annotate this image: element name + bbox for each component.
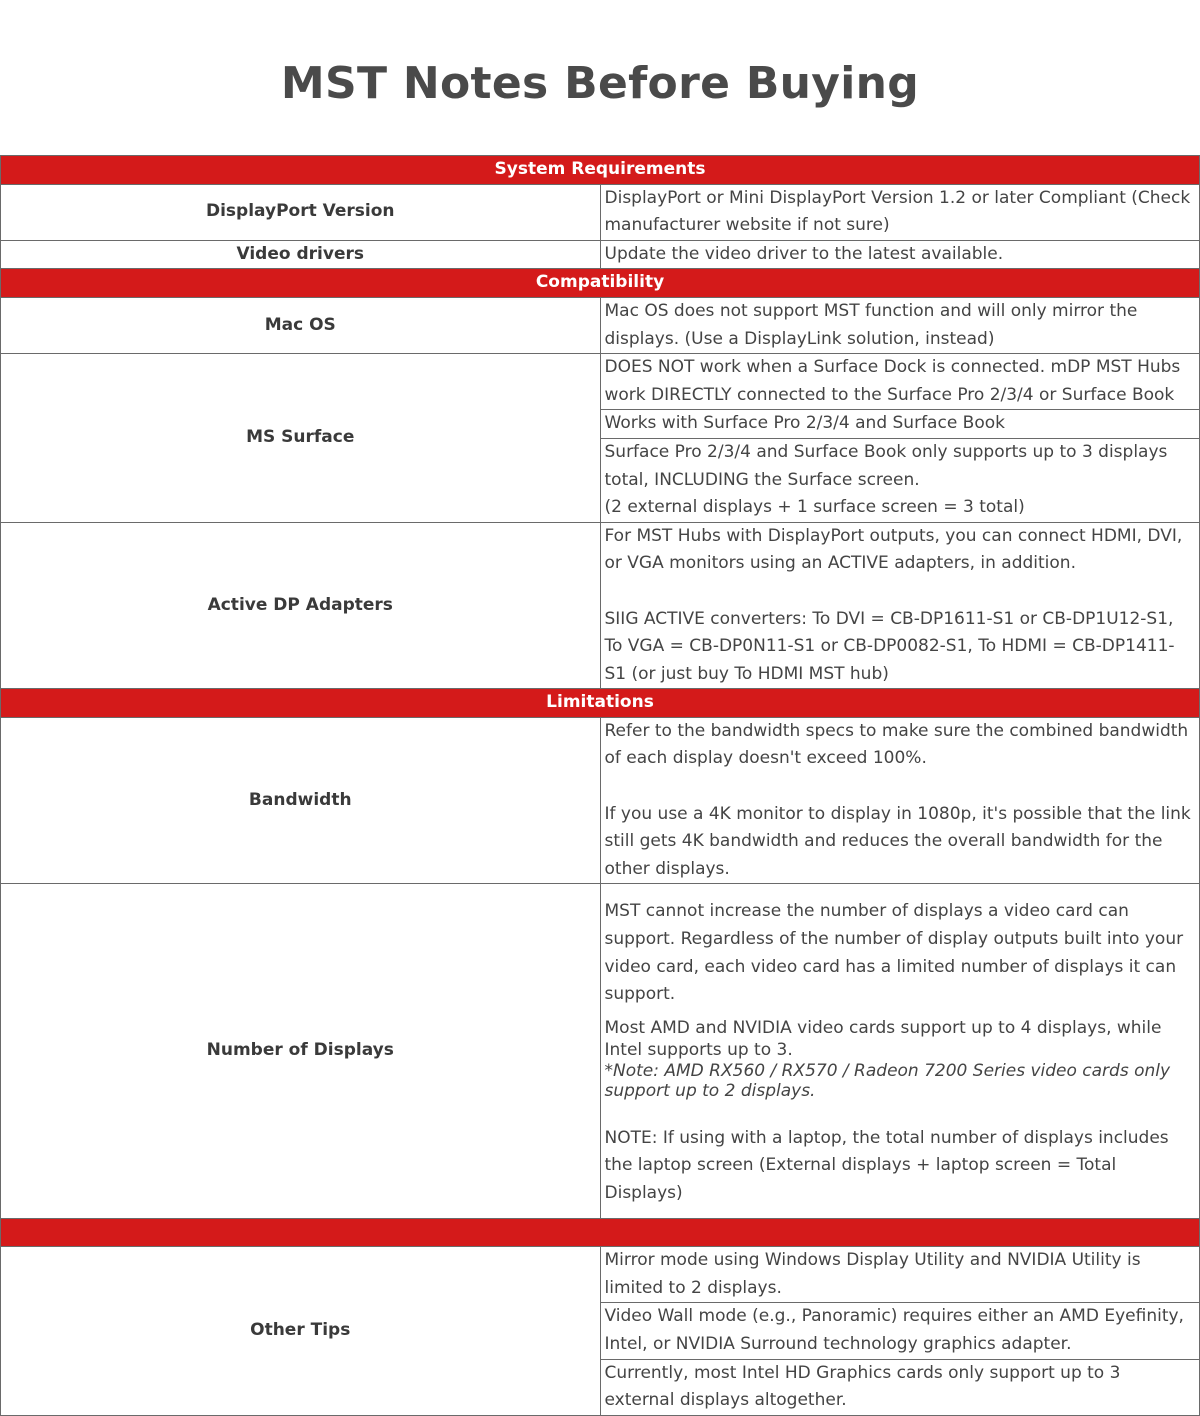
row-text-ms-surface-2: Works with Surface Pro 2/3/4 and Surface Book (600, 410, 1200, 439)
row-text-number-of-displays (600, 884, 1200, 1218)
row-text-mac-os: Mac OS does not support MST function and will only mirror the displays. (Use a DisplayLink solution, instead) (600, 297, 1200, 353)
table-row (1, 184, 1200, 240)
row-text-other-tips-2: Video Wall mode (e.g., Panoramic) requires either an AMD Eyefinity, Intel, or NVIDIA Surround technology graphics adapter. (600, 1303, 1200, 1359)
row-label-displayport-version: DisplayPort Version (1, 184, 601, 240)
row-text-displayport-version: DisplayPort or Mini DisplayPort Version 1.2 or later Compliant (Check manufacturer website if not sure) (600, 184, 1200, 240)
row-label-video-drivers: Video drivers (1, 240, 601, 269)
row-text-other-tips-3: Currently, most Intel HD Graphics cards only support up to 3 external displays altogether. (600, 1359, 1200, 1415)
section-header-row (1, 269, 1200, 298)
table-row (1, 717, 1200, 884)
table-row (1, 884, 1200, 1218)
table-row (1, 522, 1200, 689)
section-compatibility: Compatibility (1, 269, 1200, 298)
paragraph: Most AMD and NVIDIA video cards support up to 4 displays, while Intel supports up to 3. (604, 1017, 1162, 1060)
row-text-active-dp-adapters (600, 522, 1200, 689)
paragraph: SIIG ACTIVE converters: To DVI = CB-DP1611-S1 or CB-DP1U12-S1, To VGA = CB-DP0N11-S1 or CB-DP0082-S1, To HDMI = CB-DP1411-S1 (or just buy To HDMI MST hub) (604, 608, 1175, 684)
row-text-other-tips-1: Mirror mode using Windows Display Utility and NVIDIA Utility is limited to 2 displays. (600, 1247, 1200, 1303)
section-limitations: Limitations (1, 689, 1200, 718)
row-label-ms-surface: MS Surface (1, 354, 601, 523)
section-header-row-blank (1, 1218, 1200, 1247)
row-text-video-drivers: Update the video driver to the latest available. (600, 240, 1200, 269)
row-label-number-of-displays: Number of Displays (1, 884, 601, 1218)
table-row (1, 240, 1200, 269)
paragraph: For MST Hubs with DisplayPort outputs, you can connect HDMI, DVI, or VGA monitors using an ACTIVE adapters, in addition. (604, 525, 1183, 574)
row-label-active-dp-adapters: Active DP Adapters (1, 522, 601, 689)
section-system-requirements: System Requirements (1, 156, 1200, 185)
table-row (1, 297, 1200, 353)
row-label-other-tips: Other Tips (1, 1247, 601, 1416)
section-header-row (1, 689, 1200, 718)
row-label-mac-os: Mac OS (1, 297, 601, 353)
paragraph: Refer to the bandwidth specs to make sure the combined bandwidth of each display doesn't exceed 100%. (604, 720, 1189, 769)
row-text-ms-surface-1: DOES NOT work when a Surface Dock is connected. mDP MST Hubs work DIRECTLY connected to the Surface Pro 2/3/4 or Surface Book (600, 354, 1200, 410)
row-text-bandwidth (600, 717, 1200, 884)
italic-note: *Note: AMD RX560 / RX570 / Radeon 7200 Series video cards only support up to 2 displays. (604, 1060, 1171, 1101)
section-blank (1, 1218, 1200, 1247)
section-header-row (1, 156, 1200, 185)
ms-surface-line: (2 external displays + 1 surface screen = 3 total) (604, 497, 1025, 518)
row-label-bandwidth: Bandwidth (1, 717, 601, 884)
paragraph: If you use a 4K monitor to display in 1080p, it's possible that the link still gets 4K bandwidth and reduces the overall bandwidth for the other displays. (604, 803, 1191, 879)
notes-table (0, 155, 1200, 1416)
paragraph: NOTE: If using with a laptop, the total number of displays includes the laptop screen (External displays + laptop screen = Total Displays) (604, 1127, 1169, 1203)
table-row (1, 1247, 1200, 1303)
page-title: MST Notes Before Buying (280, 58, 920, 109)
table-row (1, 354, 1200, 410)
ms-surface-line: Surface Pro 2/3/4 and Surface Book only supports up to 3 displays total, INCLUDING the Surface screen. (604, 441, 1168, 490)
paragraph: MST cannot increase the number of displays a video card can support. Regardless of the number of display outputs built into your video card, each video card has a limited number of displays it can support. (604, 901, 1184, 1005)
row-text-ms-surface-3 (600, 438, 1200, 522)
